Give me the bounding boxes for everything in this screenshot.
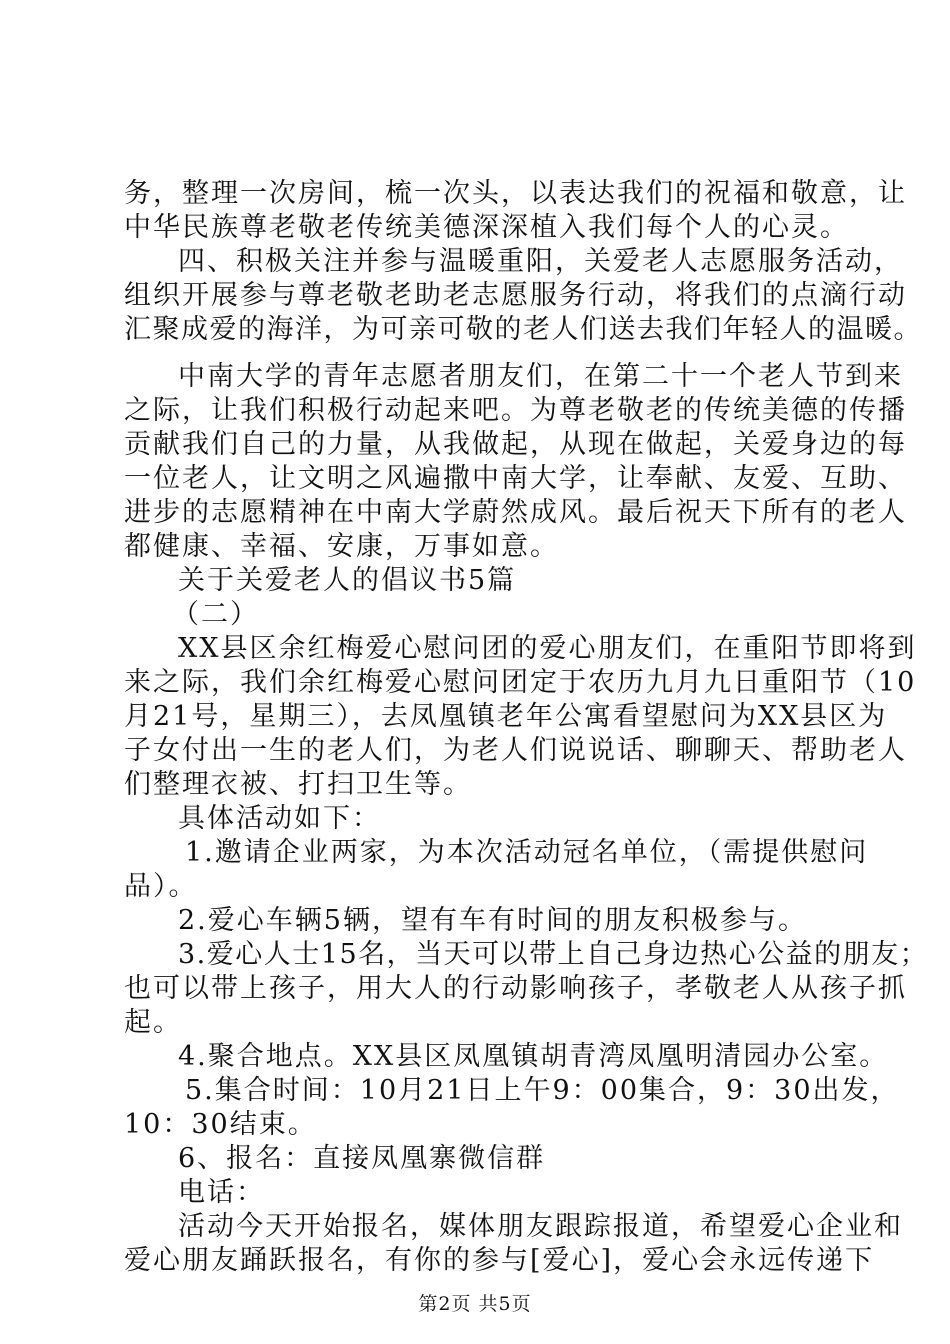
text-line: 务，整理一次房间，梳一次头，以表达我们的祝福和敬意，让: [124, 178, 907, 209]
section-subtitle: （二）: [172, 599, 259, 630]
list-item: 2.爱心车辆5辆，望有车有时间的朋友积极参与。: [178, 905, 807, 936]
text-line: 汇聚成爱的海洋，为可亲可敬的老人们送去我们年轻人的温暖。: [124, 314, 922, 345]
list-item: 1.邀请企业两家，为本次活动冠名单位，（需提供慰问: [185, 837, 869, 868]
text-line: 月21号，星期三），去凤凰镇老年公寓看望慰问为XX县区为: [124, 701, 888, 732]
text-line: 之际，让我们积极行动起来吧。为尊老敬老的传统美德的传播: [124, 395, 907, 426]
text-line: 活动今天开始报名，媒体朋友跟踪报道，希望爱心企业和: [178, 1211, 903, 1242]
text-line: 子女付出一生的老人们，为老人们说说话、聊聊天、帮助老人: [124, 735, 907, 766]
list-item: 6、报名：直接凤凰寨微信群: [178, 1143, 546, 1174]
text-line: 具体活动如下：: [178, 803, 381, 834]
text-line: 贡献我们自己的力量，从我做起，从现在做起，关爱身边的每: [124, 429, 907, 460]
list-item: 3.爱心人士15名，当天可以带上自己身边热心公益的朋友；: [178, 939, 929, 970]
list-item-continuation: 10：30结束。: [124, 1109, 317, 1140]
text-line: 们整理衣被、打扫卫生等。: [124, 769, 472, 800]
list-item: 5.集合时间：10月21日上午9：00集合，9：30出发，: [185, 1075, 900, 1106]
text-line: 电话：: [178, 1177, 265, 1208]
text-line: 爱心朋友踊跃报名，有你的参与[爱心]，爱心会永远传递下: [124, 1245, 875, 1276]
text-line: 进步的志愿精神在中南大学蔚然成风。最后祝天下所有的老人: [124, 497, 907, 528]
section-title: 关于关爱老人的倡议书5篇: [178, 565, 517, 596]
list-item: 4.聚合地点。XX县区凤凰镇胡青湾凤凰明清园办公室。: [178, 1041, 889, 1072]
text-line: 四、积极关注并参与温暖重阳，关爱老人志愿服务活动，: [178, 246, 903, 277]
text-line: 一位老人，让文明之风遍撒中南大学，让奉献、友爱、互助、: [124, 463, 907, 494]
text-line: 来之际，我们余红梅爱心慰问团定于农历九月九日重阳节（10: [124, 667, 917, 698]
text-line: 中华民族尊老敬老传统美德深深植入我们每个人的心灵。: [124, 212, 849, 243]
text-line: XX县区余红梅爱心慰问团的爱心朋友们，在重阳节即将到: [178, 633, 917, 664]
text-line: 中南大学的青年志愿者朋友们，在第二十一个老人节到来: [178, 361, 903, 392]
text-line: 都健康、幸福、安康，万事如意。: [124, 531, 559, 562]
list-item-continuation: 品）。: [124, 871, 198, 902]
list-item-continuation: 也可以带上孩子，用大人的行动影响孩子，孝敬老人从孩子抓: [124, 973, 907, 1004]
list-item-continuation: 起。: [124, 1007, 182, 1038]
page-number: 第2页 共5页: [418, 1293, 532, 1315]
text-line: 组织开展参与尊老敬老助老志愿服务行动，将我们的点滴行动: [124, 280, 907, 311]
